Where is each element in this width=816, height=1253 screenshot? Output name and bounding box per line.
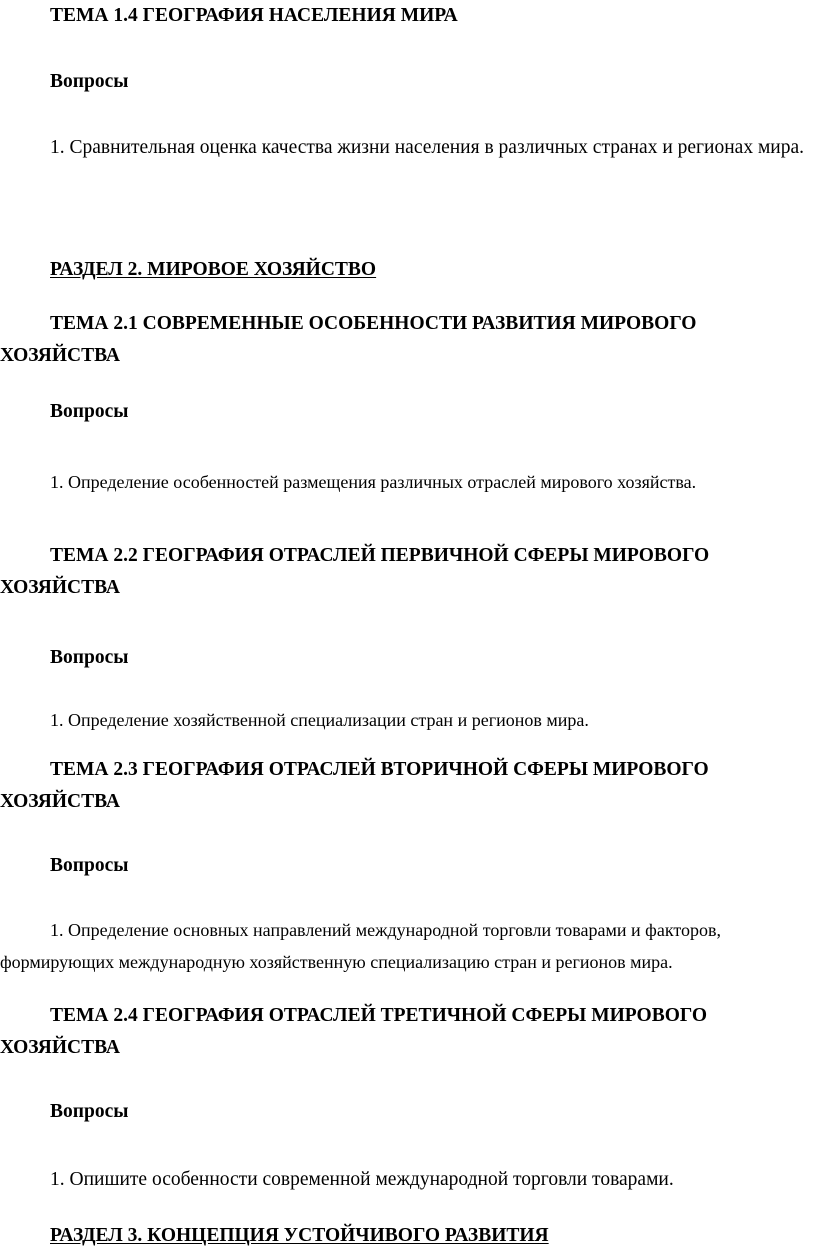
topic-2-1-questions-label: Вопросы xyxy=(50,401,129,422)
section-3-title: РАЗДЕЛ 3. КОНЦЕПЦИЯ УСТОЙЧИВОГО РАЗВИТИЯ xyxy=(50,1225,549,1246)
topic-2-4-question-1: 1. Опишите особенности современной международной торговли товарами. xyxy=(50,1169,674,1190)
topic-2-4-title: ТЕМА 2.4 ГЕОГРАФИЯ ОТРАСЛЕЙ ТРЕТИЧНОЙ СФЕРЫ МИРОВОГО ХОЗЯЙСТВА xyxy=(0,1005,707,1058)
section-2-title: РАЗДЕЛ 2. МИРОВОЕ ХОЗЯЙСТВО xyxy=(50,259,377,280)
topic-2-4-questions-label: Вопросы xyxy=(50,1101,129,1122)
topic-2-3-title: ТЕМА 2.3 ГЕОГРАФИЯ ОТРАСЛЕЙ ВТОРИЧНОЙ СФЕРЫ МИРОВОГО ХОЗЯЙСТВА xyxy=(0,759,709,812)
topic-2-3-question-1: 1. Определение основных направлений международной торговли товарами и факторов, формирующих международную хозяйственную специализацию стран и регионов мира. xyxy=(0,920,721,972)
topic-1-4-questions-label: Вопросы xyxy=(50,71,129,92)
topic-2-1-title: ТЕМА 2.1 СОВРЕМЕННЫЕ ОСОБЕННОСТИ РАЗВИТИЯ МИРОВОГО ХОЗЯЙСТВА xyxy=(0,313,697,366)
topic-1-4-question-1: 1. Сравнительная оценка качества жизни населения в различных странах и регионах мира. xyxy=(50,137,804,158)
topic-2-1-question-1: 1. Определение особенностей размещения различных отраслей мирового хозяйства. xyxy=(50,472,697,492)
topic-2-2-question-1: 1. Определение хозяйственной специализации стран и регионов мира. xyxy=(50,710,589,730)
topic-2-2-title: ТЕМА 2.2 ГЕОГРАФИЯ ОТРАСЛЕЙ ПЕРВИЧНОЙ СФЕРЫ МИРОВОГО ХОЗЯЙСТВА xyxy=(0,545,710,598)
topic-1-4-title: ТЕМА 1.4 ГЕОГРАФИЯ НАСЕЛЕНИЯ МИРА xyxy=(50,5,458,26)
topic-2-3-questions-label: Вопросы xyxy=(50,855,129,876)
topic-2-2-questions-label: Вопросы xyxy=(50,647,129,668)
